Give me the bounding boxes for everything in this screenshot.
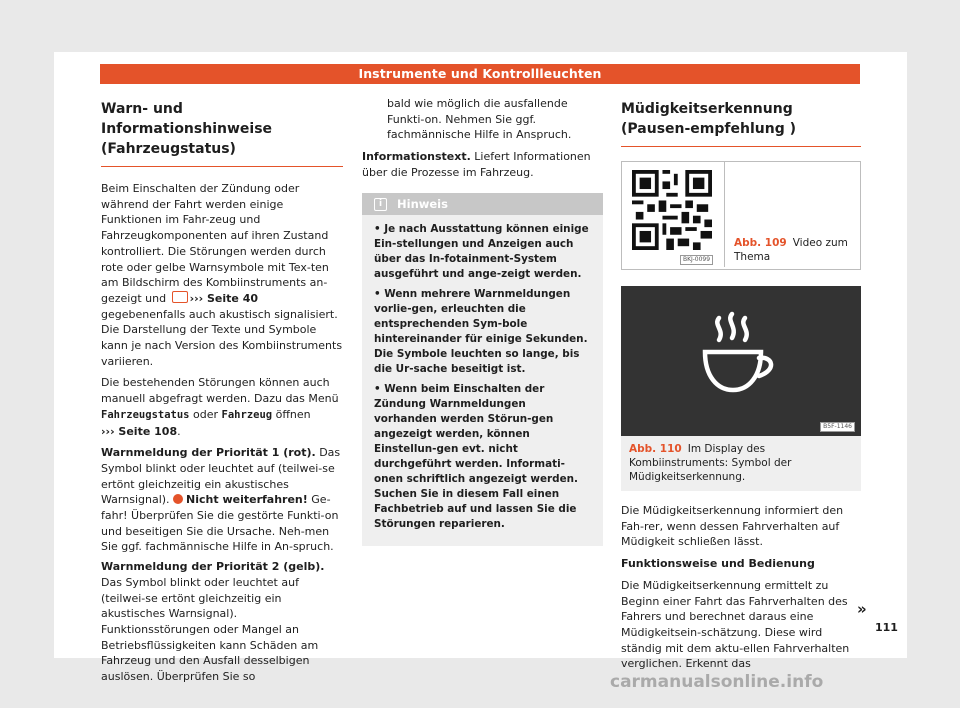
paragraph-function: Die Müdigkeitserkennung ermittelt zu Beginn einer Fahrt das Fahrverhalten des Fahrers und berechnet daraus eine Müdigkeitsein-schätzung. Diese wird ständig mit dem aktu-ellen Fahrverhalten verglichen. Erkennt das [621,578,850,671]
period: . [177,424,181,438]
definition-term: Informationstext. [362,150,471,164]
definition-priority-2 [101,559,343,685]
definition-body: Das Symbol blinkt oder leuchtet auf (teilwei-se ertönt gleichzeitig ein akustisches Warnsignal). Nicht weiterfahren! Ge-fahr! Überprüfen Sie die gestörte Funkti-on und beseitigen Sie die Ursache. Neh-men Sie ggf. fachmännische Hilfe in An-spruch. [101,446,341,554]
definition-term: Warnmeldung der Priorität 1 (rot). [101,446,316,460]
definition-priority-1 [101,445,343,555]
continue-marker: » [857,600,867,618]
qr-code-frame[interactable] [622,162,725,267]
book-icon [172,291,188,303]
figure-display [621,286,861,436]
figure-video [621,161,861,270]
menu-text-open: öffnen [275,407,311,421]
paragraph-menu [101,375,343,439]
definition-term: Warnmeldung der Priorität 2 (gelb). [101,560,325,574]
figure-caption [734,236,854,264]
page-link-40[interactable]: ››› Seite 40 [170,292,258,305]
section-heading-fatigue: Müdigkeitserkennung (Pausen-empfehlung ) [621,99,861,147]
watermark: carmanualsonline.info [610,672,824,692]
info-icon: i [374,198,387,211]
paragraph-intro [101,181,343,369]
note-item: • Je nach Ausstattung können einige Ein-stellungen und Anzeigen auch über das In-fotainment-System ausgeführt und ange-zeigt werden. [374,222,589,280]
subheading-function: Funktionsweise und Bedienung [621,557,815,571]
section-heading-warnings: Warn- und Informationshinweise (Fahrzeugstatus) [101,99,343,167]
menu-fahrzeug: Fahrzeug [221,408,273,421]
page-link-108[interactable]: ››› Seite 108 [101,424,178,438]
coffee-cup-icon [697,310,787,400]
warning-strong-text: Nicht weiterfahren! [186,493,308,507]
stop-warning-icon [173,494,183,504]
paragraph-fatigue-intro: Die Müdigkeitserkennung informiert den Fah-rer, wenn dessen Fahrverhalten auf Müdigkeit schließen lässt. [621,504,844,549]
continued-text: bald wie möglich die ausfallende Funkti-on. Nehmen Sie ggf. fachmännische Hilfe in Anspruch. [387,97,572,142]
intro-text-end: gegebenenfalls auch akustisch signalisiert. Die Darstellung der Texte und Symbole kann je nach Version des Kombiinstruments variieren. [101,307,343,368]
column-middle [362,99,603,546]
note-body [362,215,603,546]
column-left [101,99,343,689]
figure-caption [621,436,861,491]
chapter-header: Instrumente und Kontrollleuchten [100,64,860,84]
note-item: • Wenn beim Einschalten der Zündung Warnmeldungen vorhanden werden Störun-gen angezeigt werden, können Einstellun-gen evt. nicht durchgeführt werden. Informati-onen schriftlich angezeigt werden. Suchen Sie in diesem Fall einen Fachbetrieb auf und lassen Sie die Störungen reparieren. [374,382,578,530]
note-item: • Wenn mehrere Warnmeldungen vorlie-gen, erleuchten die entsprechenden Sym-bole hintereinander für einige Sekunden. Die Symbole leuchten so lange, bis die Ur-sache beseitigt ist. [374,287,588,375]
definition-body: Liefert Informationen über die Prozesse im Fahrzeug. [362,150,591,179]
page-number: 111 [875,621,898,634]
note-title: Hinweis [397,196,448,211]
menu-text-or: oder [193,407,219,421]
definition-info-text [362,149,603,180]
definition-body: Das Symbol blinkt oder leuchtet auf (teilwei-se ertönt gleichzeitig ein akustisches Warnsignal). Funktionsstörungen oder Mangel an Betriebsflüssigkeiten kann Schäden am Fahrzeug und den Ausfall desselbigen auslösen. Überprüfen Sie so [101,575,319,684]
figure-caption-text: Im Display des Kombiinstruments: Symbol der Müdigkeitserkennung. [629,443,792,483]
figure-number: Abb. 110 [629,443,682,455]
menu-fahrzeugstatus: Fahrzeugstatus [101,408,190,421]
figure-number: Abb. 109 [734,237,787,249]
qr-code-icon[interactable] [632,170,712,250]
figure-code: B5F-1146 [820,422,855,432]
note-header [362,193,603,215]
figure-caption-text: Video zum Thema [734,237,848,263]
note-box [362,193,603,546]
figure-code: BKJ-0099 [680,255,713,265]
column-right [621,99,861,678]
menu-text: Die bestehenden Störungen können auch manuell abgefragt werden. Dazu das Menü [101,376,339,406]
intro-text: Beim Einschalten der Zündung oder während der Fahrt werden einige Funktionen im Fahr-zeug und Fahrzeugkomponenten auf ihren Zustand kontrolliert. Die Störungen werden durch rote oder gelbe Warnsymbole mit Tex-ten am Bildschirm des Kombiinstruments an-gezeigt und [101,182,329,305]
